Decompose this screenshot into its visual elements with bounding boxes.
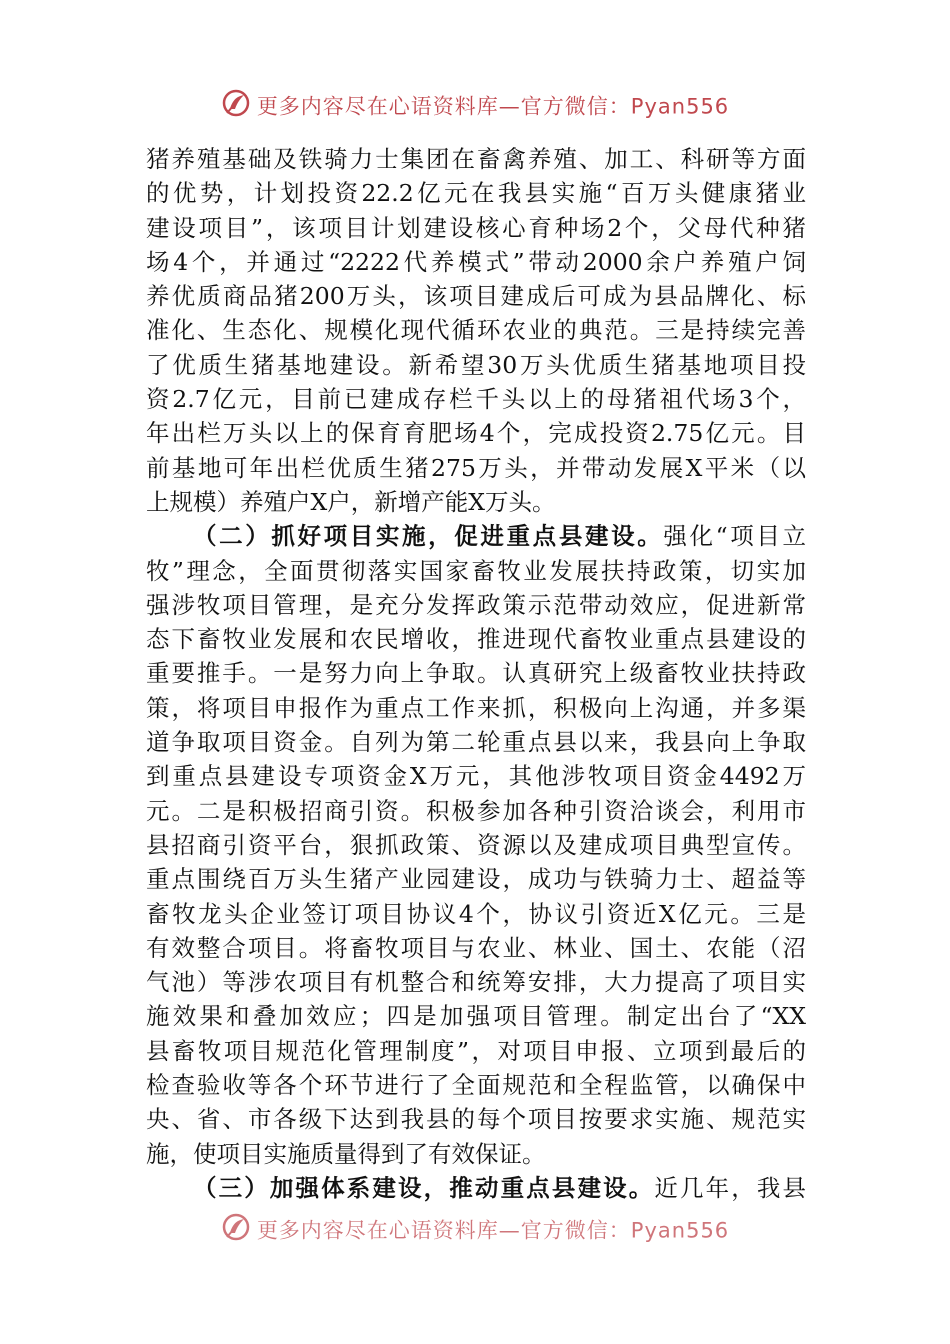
text-line: 施，使项目实施质量得到了有效保证。 <box>146 1139 546 1168</box>
text-line: 重要推手。一是努力向上争取。认真研究上级畜牧业扶持政 <box>146 659 806 688</box>
paragraph-system-building <box>146 1171 806 1205</box>
text-line: 强涉牧项目管理，是充分发挥政策示范带动效应，促进新常 <box>146 590 806 619</box>
text-line: 牧”理念，全面贯彻落实国家畜牧业发展扶持政策，切实加 <box>146 556 806 585</box>
text-line: 策，将项目申报作为重点工作来抓，积极向上沟通，并多渠 <box>146 693 806 722</box>
text-line: 的优势，计划投资22.2亿元在我县实施“百万头健康猪业 <box>146 179 806 208</box>
text-line: 央、省、市各级下达到我县的每个项目按要求实施、规范实 <box>146 1105 806 1134</box>
text-line: 畜牧龙头企业签订项目协议4个，协议引资近X亿元。三是 <box>146 899 806 928</box>
watermark-text: 更多内容尽在心语资料库—官方微信：Pyan556 <box>256 1218 730 1243</box>
text-line <box>146 519 806 553</box>
text-line: 重点围绕百万头生猪产业园建设，成功与铁骑力士、超益等 <box>146 865 806 894</box>
text-line: 到重点县建设专项资金X万元，其他涉牧项目资金4492万 <box>146 762 806 791</box>
brand-logo-icon <box>221 1212 251 1247</box>
text-line: 上规模）养殖户X户，新增产能X万头。 <box>146 487 556 516</box>
text-line: 施效果和叠加效应；四是加强项目管理。制定出台了“XX <box>146 1002 806 1031</box>
text-line <box>146 1171 806 1205</box>
text-line: 猪养殖基础及铁骑力士集团在畜禽养殖、加工、科研等方面 <box>146 145 806 173</box>
text-line: 道争取项目资金。自列为第二轮重点县以来，我县向上争取 <box>146 728 806 757</box>
text-line: 年出栏万头以上的保育育肥场4个，完成投资2.75亿元。目 <box>146 419 806 448</box>
text-line: 县招商引资平台，狠抓政策、资源以及建成项目典型宣传。 <box>146 830 806 859</box>
document-body <box>146 142 806 1205</box>
text-line: 场4个，并通过“2222代养模式”带动2000余户养殖户饲 <box>146 247 806 276</box>
text-line: 了优质生猪基地建设。新希望30万头优质生猪基地项目投 <box>146 350 806 379</box>
paragraph-project-implementation <box>146 519 806 1171</box>
text-span: 近几年，我县 <box>654 1173 807 1202</box>
text-line: 养优质商品猪200万头，该项目建成后可成为县品牌化、标 <box>146 282 806 311</box>
text-line: 准化、生态化、规模化现代循环农业的典范。三是持续完善 <box>146 316 806 345</box>
text-line: 态下畜牧业发展和农民增收，推进现代畜牧业重点县建设的 <box>146 625 806 654</box>
text-line: 县畜牧项目规范化管理制度”，对项目申报、立项到最后的 <box>146 1036 806 1065</box>
text-line: 建设项目”，该项目计划建设核心育种场2个，父母代种猪 <box>146 213 806 242</box>
watermark-text: 更多内容尽在心语资料库—官方微信：Pyan556 <box>256 94 730 119</box>
watermark-header <box>0 88 950 123</box>
text-line: 气池）等涉农项目有机整合和统筹安排，大力提高了项目实 <box>146 968 806 997</box>
text-span: 强化“项目立 <box>663 522 807 551</box>
paragraph-pig-breeding <box>146 142 806 519</box>
text-line: 资2.7亿元，目前已建成存栏千头以上的母猪祖代场3个， <box>146 385 806 414</box>
text-line: 元。二是积极招商引资。积极参加各种引资洽谈会，利用市 <box>146 796 806 825</box>
text-line: 检查验收等各个环节进行了全面规范和全程监管，以确保中 <box>146 1071 806 1100</box>
brand-logo-icon <box>221 88 251 123</box>
text-line: 前基地可年出栏优质生猪275万头，并带动发展X平米（以 <box>146 453 806 482</box>
section-heading-3: （三）加强体系建设，推动重点县建设。 <box>193 1173 655 1202</box>
text-line: 有效整合项目。将畜牧项目与农业、林业、国土、农能（沼 <box>146 933 806 962</box>
section-heading-2: （二）抓好项目实施，促进重点县建设。 <box>193 522 664 551</box>
watermark-footer <box>0 1212 950 1247</box>
